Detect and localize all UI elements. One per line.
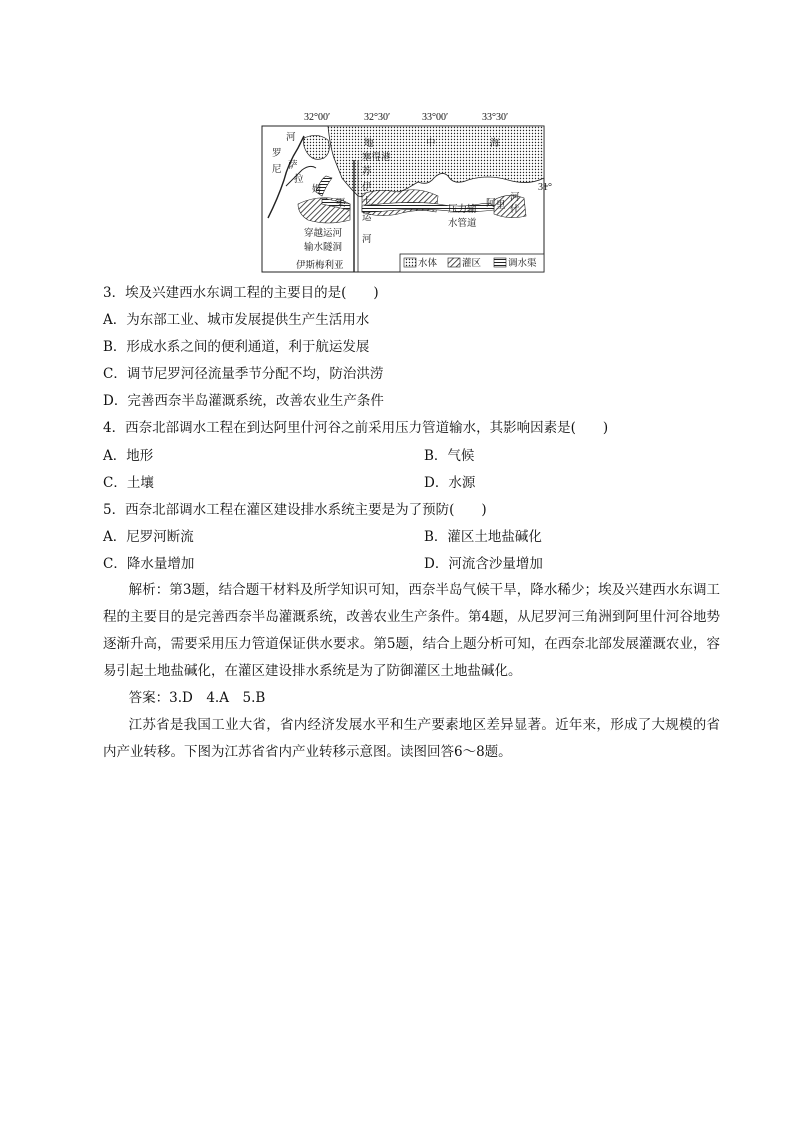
q3-option-d: D．完善西奈半岛灌溉系统，改善农业生产条件	[103, 393, 384, 409]
q5-option-d: D．河流含沙量增加	[424, 556, 543, 572]
map-label: 伊斯梅利亚	[296, 260, 344, 271]
answer-line: 答案：3.D 4.A 5.B	[128, 690, 266, 706]
q4-stem: 4．西奈北部调水工程在到达阿里什河谷之前采用压力管道输水，其影响因素是( )	[103, 420, 609, 436]
map-label: 伊	[362, 182, 372, 193]
intro-paragraph: 江苏省是我国工业大省，省内经济发展水平和生产要素地区差异显著。近年来，形成了大规模的省内产业转移。下图为江苏省省内产业转移示意图。读图回答6～8题。	[103, 717, 720, 760]
lon-label: 32°00′	[304, 112, 331, 123]
q5-option-a: A．尼罗河断流	[103, 529, 194, 545]
map-label: 罗	[272, 148, 282, 159]
map-label: 什	[510, 204, 520, 215]
q3-option-a: A．为东部工业、城市发展提供生产生活用水	[103, 312, 370, 328]
map-label: 河	[286, 132, 296, 143]
analysis-paragraph: 解析：第3题，结合题干材料及所学知识可知，西奈半岛气候干旱，降水稀少；埃及兴建西水东调工程的主要目的是完善西奈半岛灌溉系统，改善农业生产条件。第4题，从尼罗河三角洲到阿里什河谷地势逐渐升高，需要采用压力管道保证供水要求。第5题，结合上题分析可知，在西奈北部发展灌溉农业，容易引起土地盐碱化，在灌区建设排水系统是为了防御灌区土地盐碱化。	[103, 582, 720, 679]
q3-option-c: C．调节尼罗河径流量季节分配不均，防治洪涝	[103, 366, 384, 382]
q5-option-c: C．降水量增加	[103, 556, 195, 572]
legend-canal-label: 调水渠	[508, 258, 537, 269]
map-figure	[258, 108, 550, 276]
q5-stem: 5．西奈北部调水工程在灌区建设排水系统主要是为了预防( )	[103, 502, 487, 518]
lon-label: 32°30′	[364, 112, 391, 123]
map-label: 中	[426, 138, 436, 149]
lon-label: 33°30′	[482, 112, 509, 123]
lat-label: 31°	[538, 182, 552, 193]
map-label: 运	[362, 212, 372, 223]
q4-option-b: B．气候	[424, 448, 475, 464]
map-label: 塞得港	[362, 152, 391, 163]
map-label: 姆	[312, 184, 322, 195]
map-label: 地	[364, 138, 374, 149]
map-label: 穿越运河	[304, 228, 343, 239]
map-label: 尼	[272, 164, 282, 175]
map-label: 里	[496, 200, 506, 211]
legend-irrigation-swatch	[448, 258, 460, 267]
map-label: 拉	[294, 174, 304, 185]
q3-option-b: B．形成水系之间的便利通道，利于航运发展	[103, 339, 370, 355]
legend-water-label: 水体	[418, 258, 438, 269]
map-label: 海	[490, 138, 500, 149]
map-label: 河	[510, 192, 520, 203]
legend-irrigation-label: 灌区	[462, 258, 482, 269]
map-label: 渠	[336, 198, 346, 209]
lon-label: 33°00′	[422, 112, 449, 123]
q4-option-a: A．地形	[103, 448, 154, 464]
map-label: 压力输	[448, 204, 477, 215]
canal-map	[258, 108, 550, 276]
legend-water-swatch	[404, 258, 416, 267]
q4-option-d: D．水源	[424, 475, 476, 491]
legend-canal-swatch	[494, 258, 506, 267]
q3-stem: 3．埃及兴建西水东调工程的主要目的是( )	[103, 285, 379, 301]
map-label: 输水隧洞	[304, 242, 343, 253]
map-label: 河	[362, 234, 372, 245]
map-label: 萨	[288, 160, 298, 171]
q4-option-c: C．土壤	[103, 475, 154, 491]
map-label: 阿	[486, 198, 496, 209]
map-label: 水管道	[448, 218, 477, 229]
q5-option-b: B．灌区土地盐碱化	[424, 529, 542, 545]
map-label: 士	[362, 196, 372, 207]
map-label: 苏	[362, 166, 372, 177]
